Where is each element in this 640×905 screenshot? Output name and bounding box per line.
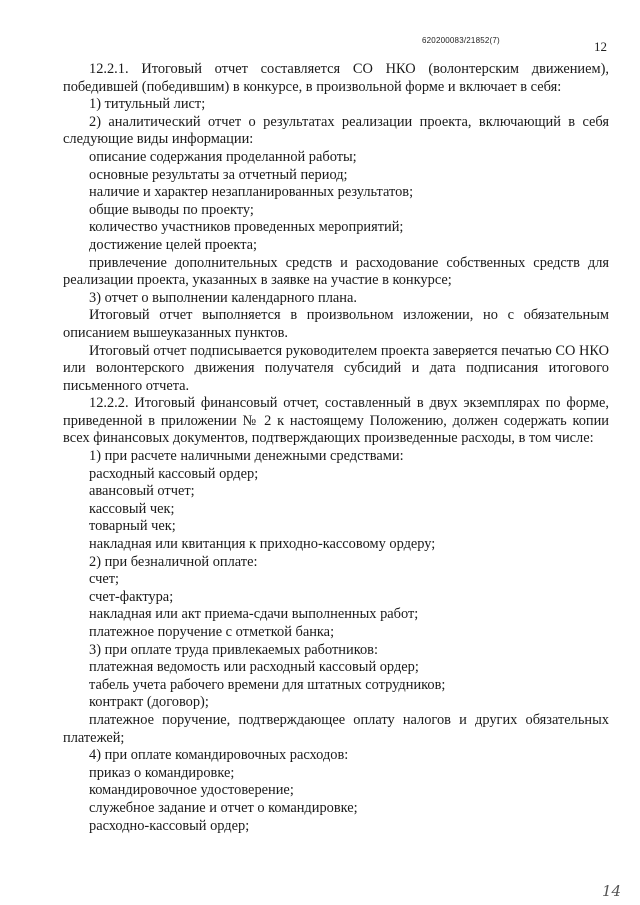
list-item: накладная или акт приема-сдачи выполненных работ;	[89, 606, 419, 623]
list-item: 1) титульный лист;	[89, 96, 206, 113]
list-item: достижение целей проекта;	[89, 236, 258, 253]
list-item: 3) отчет о выполнении календарного плана.	[89, 289, 357, 306]
list-item: 4) при оплате командировочных расходов:	[89, 747, 349, 764]
list-item: общие выводы по проекту;	[89, 201, 254, 218]
page-number: 12	[594, 39, 607, 54]
list-item: кассовый чек;	[89, 500, 175, 517]
list-item: накладная или квитанция к приходно-кассовому ордеру;	[89, 536, 436, 553]
list-item: наличие и характер незапланированных результатов;	[89, 184, 414, 201]
list-item: 2) аналитический отчет о результатах реализации проекта, включающий в себя следующие виды информации:	[63, 113, 609, 148]
list-item: расходно-кассовый ордер;	[89, 817, 250, 834]
list-item: 1) при расчете наличными денежными средствами:	[89, 448, 404, 465]
list-item: контракт (договор);	[89, 694, 209, 711]
list-item: приказ о командировке;	[89, 764, 235, 781]
paragraph: Итоговый отчет выполняется в произвольном изложении, но с обязательным описанием вышеуказанных пунктов.	[63, 307, 609, 341]
paragraph: 12.2.2. Итоговый финансовый отчет, составленный в двух экземплярах по форме, приведенной в приложении № 2 к настоящему Положению, должен содержать копии всех финансовых документов, подтверждающих произведенные расходы, в том числе:	[63, 395, 609, 447]
list-item: количество участников проведенных мероприятий;	[89, 219, 404, 236]
list-item: табель учета рабочего времени для штатных сотрудников;	[89, 676, 446, 693]
list-item: основные результаты за отчетный период;	[89, 166, 348, 183]
handwritten-page-mark: 14	[602, 882, 622, 900]
list-item: платежное поручение, подтверждающее оплату налогов и других обязательных платежей;	[63, 711, 609, 746]
list-item: служебное задание и отчет о командировке;	[89, 799, 358, 816]
document-body	[63, 61, 609, 835]
list-item: платежное поручение с отметкой банка;	[89, 624, 335, 640]
list-item: товарный чек;	[89, 518, 176, 535]
list-item: 3) при оплате труда привлекаемых работников:	[89, 641, 378, 658]
list-item: платежная ведомость или расходный кассовый ордер;	[89, 659, 419, 676]
list-item: привлечение дополнительных средств и расходование собственных средств для реализации проекта, указанных в заявке на участие в конкурсе;	[63, 254, 609, 289]
paragraph: 12.2.1. Итоговый отчет составляется СО НКО (волонтерским движением), победившей (победившим) в конкурсе, в произвольной форме и включает в себя:	[63, 61, 609, 95]
list-item: счет-фактура;	[89, 588, 174, 605]
list-item: счет;	[89, 571, 120, 588]
list-item: 2) при безналичной оплате:	[89, 553, 258, 570]
list-item: расходный кассовый ордер;	[89, 465, 259, 482]
paragraph: Итоговый отчет подписывается руководителем проекта заверяется печатью СО НКО или волонтерского движения получателя субсидий и дата подписания итогового письменного отчета.	[63, 342, 609, 394]
document-id: 620200083/21852(7)	[422, 36, 500, 45]
list-item: командировочное удостоверение;	[89, 782, 294, 799]
list-item: описание содержания проделанной работы;	[89, 148, 357, 165]
list-item: авансовый отчет;	[89, 483, 195, 500]
